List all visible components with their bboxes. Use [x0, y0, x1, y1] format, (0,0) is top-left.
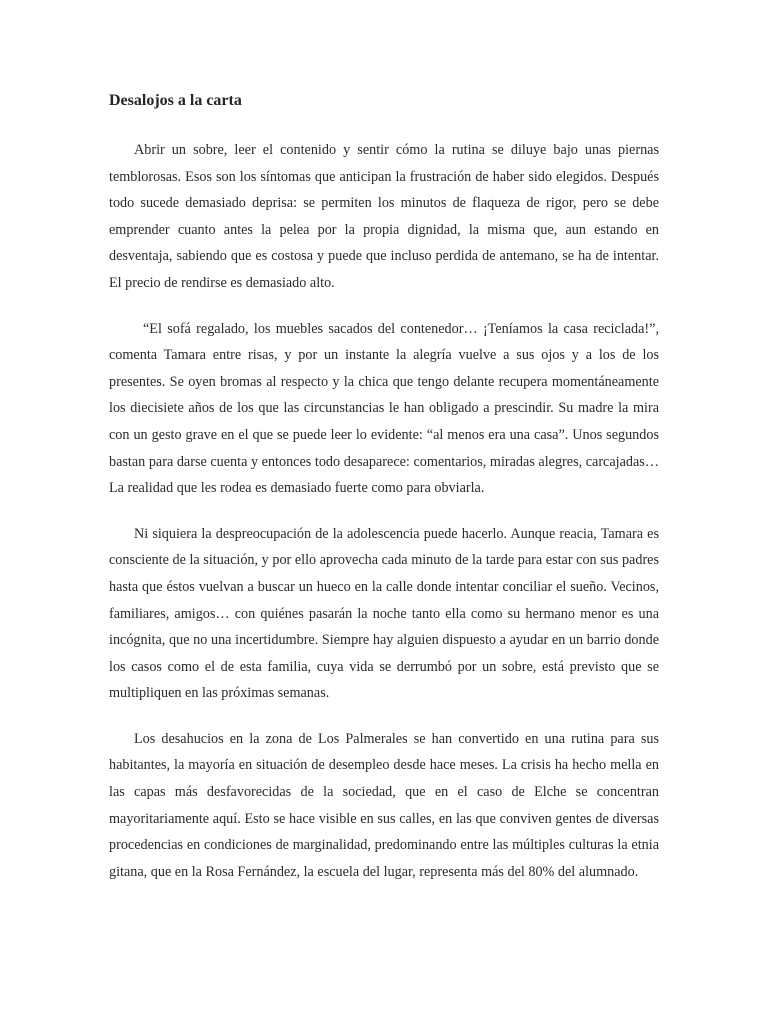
article-title: Desalojos a la carta	[109, 92, 242, 109]
paragraph-2: “El sofá regalado, los muebles sacados del contenedor… ¡Teníamos la casa reciclada!”, comenta Tamara entre risas, y por un instante la alegría vuelve a sus ojos y a los de los presentes. Se oyen bromas al respecto y la chica que tengo delante recupera momentáneamente los diecisiete años de los que las circunstancias le han obligado a prescindir. Su madre la mira con un gesto grave en el que se puede leer lo evidente: “al menos era una casa”. Unos segundos bastan para darse cuenta y entonces todo desaparece: comentarios, miradas alegres, carcajadas… La realidad que les rodea es demasiado fuerte como para obviarla.	[109, 320, 659, 497]
paragraph-4: Los desahucios en la zona de Los Palmerales se han convertido en una rutina para sus habitantes, la mayoría en situación de desempleo desde hace meses. La crisis ha hecho mella en las capas más desfavorecidas de la sociedad, que en el caso de Elche se concentran mayoritariamente aquí. Esto se hace visible en sus calles, en las que conviven gentes de diversas procedencias en condiciones de marginalidad, predominando entre las múltiples culturas la etnia gitana, que en la Rosa Fernández, la escuela del lugar, representa más del 80% del alumnado.	[109, 730, 659, 880]
paragraph-3: Ni siquiera la despreocupación de la adolescencia puede hacerlo. Aunque reacia, Tamara es consciente de la situación, y por ello aprovecha cada minuto de la tarde para estar con sus padres hasta que éstos vuelvan a buscar un hueco en la calle donde intentar conciliar el sueño. Vecinos, familiares, amigos… con quiénes pasarán la noche tanto ella como su hermano menor es una incógnita, que no una incertidumbre. Siempre hay alguien dispuesto a ayudar en un barrio donde los casos como el de esta familia, cuya vida se derrumbó por un sobre, está previsto que se multipliquen en las próximas semanas.	[109, 525, 659, 702]
paragraph-1: Abrir un sobre, leer el contenido y sentir cómo la rutina se diluye bajo unas piernas temblorosas. Esos son los síntomas que anticipan la frustración de haber sido elegidos. Después todo sucede demasiado deprisa: se permiten los minutos de flaqueza de rigor, pero se debe emprender cuanto antes la pelea por la propia dignidad, la misma que, aun estando en desventaja, sabiendo que es costosa y puede que incluso perdida de antemano, se ha de intentar. El precio de rendirse es demasiado alto.	[109, 142, 659, 291]
article-body	[109, 88, 659, 904]
